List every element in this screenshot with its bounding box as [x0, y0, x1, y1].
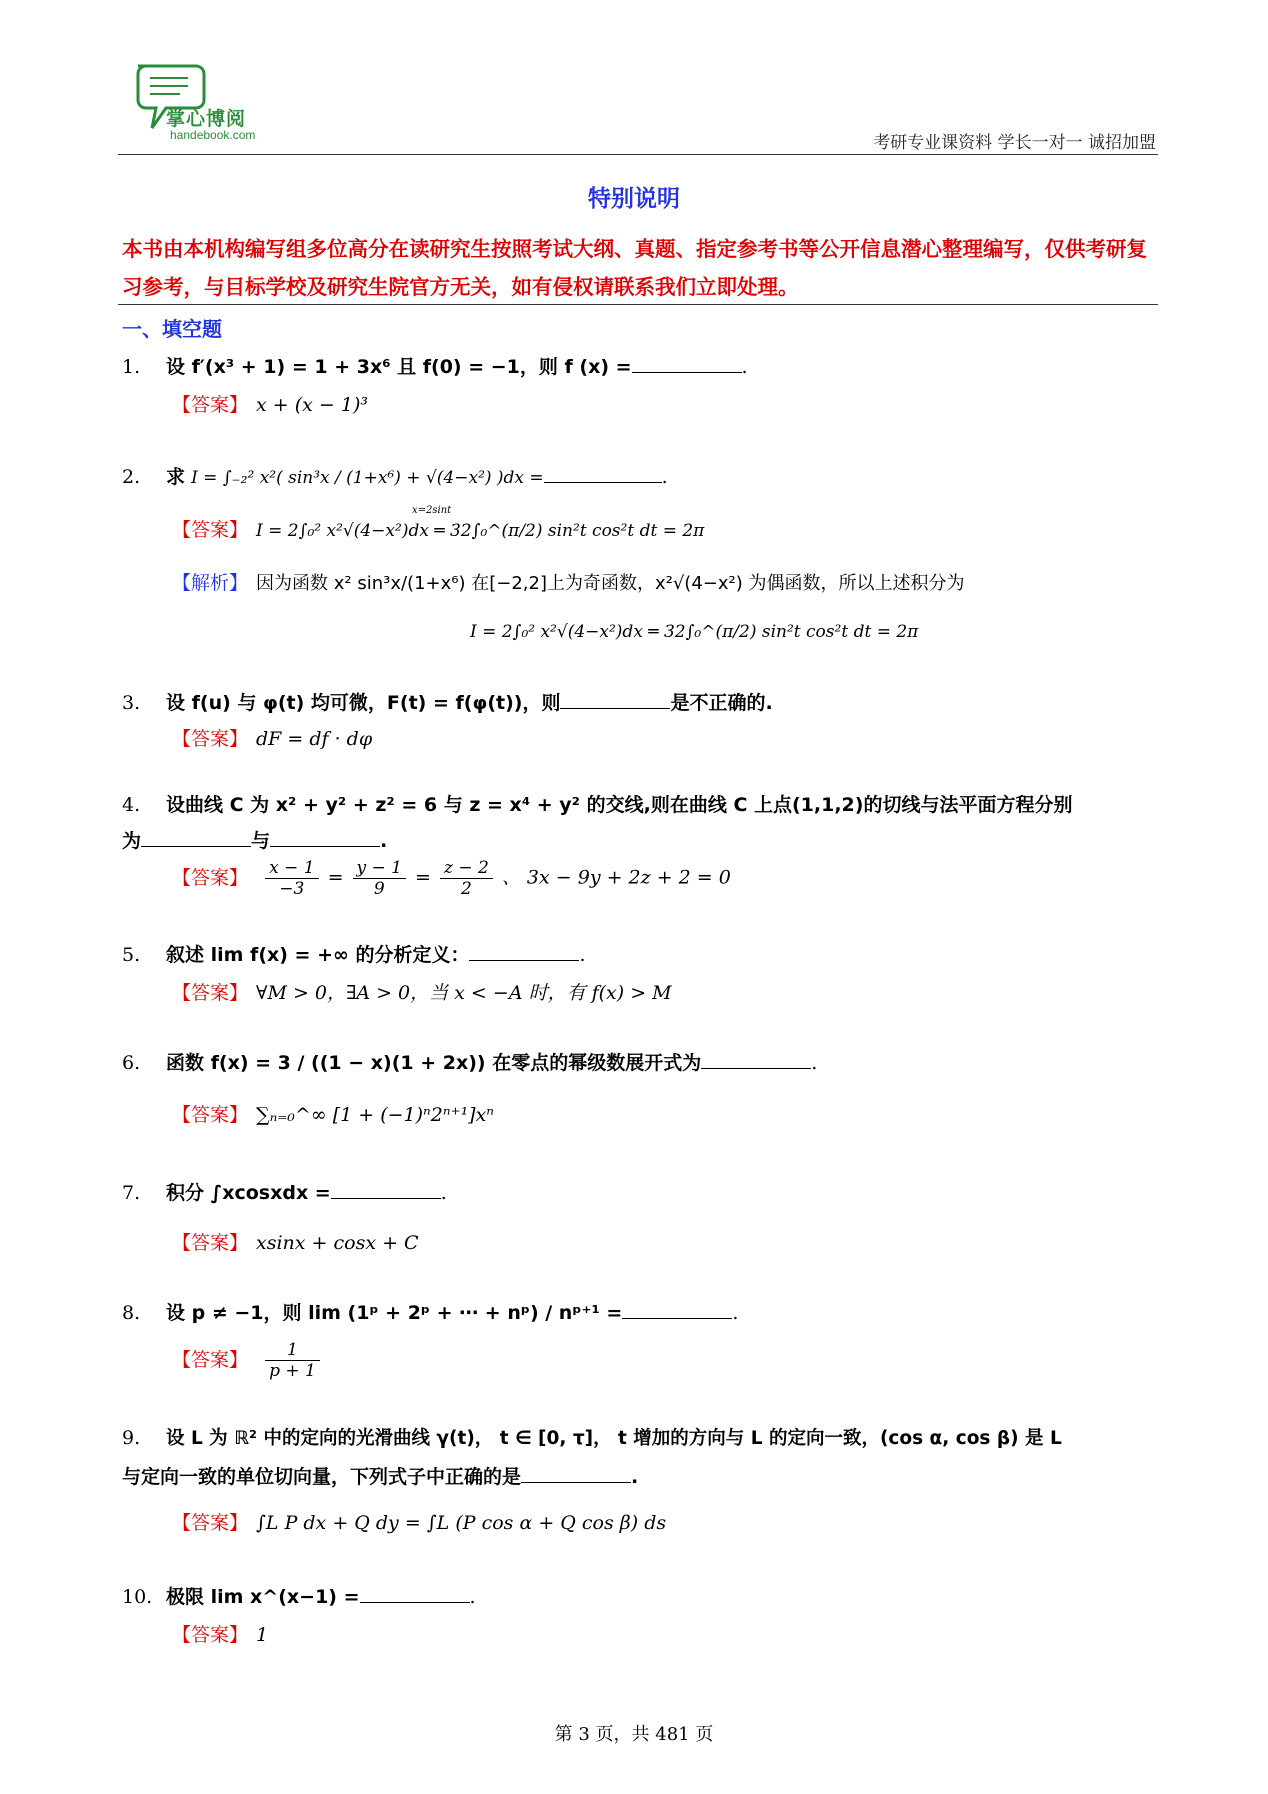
fraction — [265, 858, 318, 899]
question-text: 设 p ≠ −1，则 lim (1ᵖ + 2ᵖ + ⋯ + nᵖ) / nᵖ⁺¹ = — [166, 1302, 623, 1324]
denominator: p + 1 — [269, 1361, 316, 1381]
page-footer: 第 3 页，共 481 页 — [554, 1724, 714, 1745]
question-number: 1. — [122, 356, 141, 378]
answer-blank — [141, 828, 251, 847]
question-tail: . — [741, 356, 748, 378]
answer-label: 【答案】 — [172, 519, 249, 541]
question-number: 6. — [122, 1052, 141, 1074]
answer-8 — [172, 1340, 323, 1381]
answer-blank — [270, 828, 380, 847]
analysis-equation: I = 2∫₀² x²√(4−x²)dx ═ 32∫₀^(π/2) sin²t cos²t dt = 2π — [470, 622, 919, 642]
question-text-cont: 为 — [122, 830, 142, 852]
answer-label: 【答案】 — [172, 866, 249, 889]
answer-4: 【答案】 $\frac{x - 1}{-3}$ = $\frac{y - 1}{9}$ = $\frac{z - 2}{2}$ 、 3x − 9y + 2z + 2 = 0 — [172, 858, 731, 899]
question-9 — [122, 1424, 1062, 1450]
answer-blank — [360, 1584, 470, 1603]
header-slogan: 考研专业课资料 学长一对一 诚招加盟 — [873, 133, 1156, 153]
answer-label: 【答案】 — [172, 1348, 249, 1371]
question-number: 7. — [122, 1182, 141, 1204]
question-text: 设 f(u) 与 φ(t) 均可微，F(t) = f(φ(t))，则 — [166, 692, 561, 714]
question-number: 8. — [122, 1302, 141, 1324]
question-4-line2 — [122, 826, 387, 853]
question-prefix: 求 — [166, 466, 186, 488]
question-6 — [122, 1048, 817, 1075]
answer-label: 【答案】 — [172, 394, 249, 416]
answer-blank — [701, 1050, 811, 1069]
question-number: 2. — [122, 466, 141, 488]
question-9-line2 — [122, 1462, 638, 1489]
analysis-2 — [172, 568, 964, 595]
fraction — [265, 1340, 320, 1381]
analysis-text: 因为函数 x² sin³x/(1+x⁶) 在[−2,2]上为奇函数，x²√(4−x²) 为偶函数，所以上述积分为 — [256, 573, 965, 594]
question-4 — [122, 790, 1072, 817]
answer-value: dF = df · dφ — [256, 728, 373, 750]
section-heading: 一、填空题 — [122, 317, 222, 341]
question-tail: . — [579, 944, 586, 966]
question-text: 设 f′(x³ + 1) = 1 + 3x⁶ 且 f(0) = −1，则 f (x) = — [166, 356, 632, 378]
analysis-label: 【解析】 — [172, 572, 249, 594]
answer-label: 【答案】 — [172, 1104, 249, 1126]
notice-divider — [118, 304, 1158, 305]
question-number: 4. — [122, 794, 141, 816]
answer-blank — [622, 1300, 732, 1319]
numerator: z − 2 — [440, 858, 493, 879]
answer-5 — [172, 978, 672, 1005]
answer-6 — [172, 1100, 494, 1127]
question-text: I = ∫₋₂² x²( sin³x / (1+x⁶) + √(4−x²) )dx = — [191, 468, 544, 488]
answer-1 — [172, 390, 368, 417]
question-tail: . — [811, 1052, 818, 1074]
answer-blank — [331, 1180, 441, 1199]
question-7 — [122, 1178, 447, 1205]
question-1 — [122, 352, 748, 379]
numerator: 1 — [265, 1340, 320, 1361]
question-number: 5. — [122, 944, 141, 966]
answer-3 — [172, 724, 372, 751]
question-number: 9. — [122, 1427, 141, 1449]
question-tail: . — [380, 830, 388, 852]
question-number: 10. — [122, 1586, 153, 1608]
question-text: 函数 f(x) = 3 / ((1 − x)(1 + 2x)) 在零点的幂级数展开式为 — [166, 1052, 702, 1074]
logo-brand: 掌心博阅 — [166, 108, 247, 130]
question-text: 积分 ∫xcosxdx = — [166, 1182, 331, 1204]
answer-blank — [560, 690, 670, 709]
answer-value: 1 — [256, 1624, 269, 1646]
question-3 — [122, 688, 773, 715]
question-text-cont: 与 — [251, 830, 271, 852]
answer-7 — [172, 1228, 419, 1255]
fraction — [353, 858, 406, 899]
answer-blank — [544, 464, 662, 483]
question-10 — [122, 1582, 476, 1609]
denominator: 9 — [373, 879, 385, 899]
fraction — [440, 858, 493, 899]
numerator: y − 1 — [353, 858, 406, 879]
question-tail: . — [469, 1586, 476, 1608]
answer-label: 【答案】 — [172, 1624, 249, 1646]
answer-value: I = 2∫₀² x²√(4−x²)dx ═ 32∫₀^(π/2) sin²t cos²t dt = 2π — [256, 521, 705, 541]
question-text: 设曲线 C 为 x² + y² + z² = 6 与 z = x⁴ + y² 的交线,则在曲线 C 上点(1,1,2)的切线与法平面方程分别 — [166, 794, 1073, 816]
question-number: 3. — [122, 692, 141, 714]
question-tail: . — [631, 1466, 639, 1488]
question-text: 叙述 lim f(x) = +∞ 的分析定义： — [166, 944, 470, 966]
header-divider — [118, 154, 1158, 155]
question-5 — [122, 940, 586, 967]
answer-value: xsinx + cosx + C — [256, 1232, 419, 1254]
question-tail: 是不正确的. — [670, 692, 773, 714]
question-tail: . — [661, 466, 668, 488]
question-text-cont: 与定向一致的单位切向量，下列式子中正确的是 — [122, 1466, 522, 1488]
question-tail: . — [732, 1302, 739, 1324]
answer-10 — [172, 1620, 268, 1647]
answer-blank — [632, 354, 742, 373]
page-title: 特别说明 — [588, 186, 680, 212]
question-tail: . — [440, 1182, 447, 1204]
question-2 — [122, 462, 668, 489]
answer-value: 、 3x − 9y + 2z + 2 = 0 — [501, 866, 731, 889]
denominator: 2 — [461, 879, 472, 899]
answer-blank — [469, 942, 579, 961]
question-8 — [122, 1298, 738, 1325]
answer-value: ∀M > 0，∃A > 0，当 x < −A 时，有 f(x) > M — [256, 982, 672, 1004]
question-text: 设 L 为 ℝ² 中的定向的光滑曲线 γ(t)， t ∈ [0, τ]， t 增加的方向与 L 的定向一致，(cos α, cos β) 是 L — [166, 1428, 1062, 1449]
answer-2 — [172, 505, 705, 542]
answer-value: x + (x − 1)³ — [256, 394, 368, 416]
answer-9 — [172, 1508, 666, 1535]
answer-label: 【答案】 — [172, 1512, 249, 1534]
answer-label: 【答案】 — [172, 982, 249, 1004]
answer-value: ∫L P dx + Q dy = ∫L (P cos α + Q cos β) ds — [256, 1512, 667, 1534]
copyright-notice: 本书由本机构编写组多位高分在读研究生按照考试大纲、真题、指定参考书等公开信息潜心整理编写，仅供考研复习参考，与目标学校及研究生院官方无关，如有侵权请联系我们立即处理。 — [122, 237, 1147, 299]
question-text: 极限 lim x^(x−1) = — [166, 1586, 360, 1608]
answer-value: ∑ₙ₌₀^∞ [1 + (−1)ⁿ2ⁿ⁺¹]xⁿ — [256, 1104, 495, 1126]
denominator: −3 — [279, 879, 305, 899]
answer-label: 【答案】 — [172, 1232, 249, 1254]
substitution-note: x=2sint — [412, 505, 452, 516]
answer-label: 【答案】 — [172, 728, 249, 750]
numerator: x − 1 — [265, 858, 318, 879]
logo-url: handebook.com — [170, 128, 256, 142]
answer-blank — [521, 1464, 631, 1483]
